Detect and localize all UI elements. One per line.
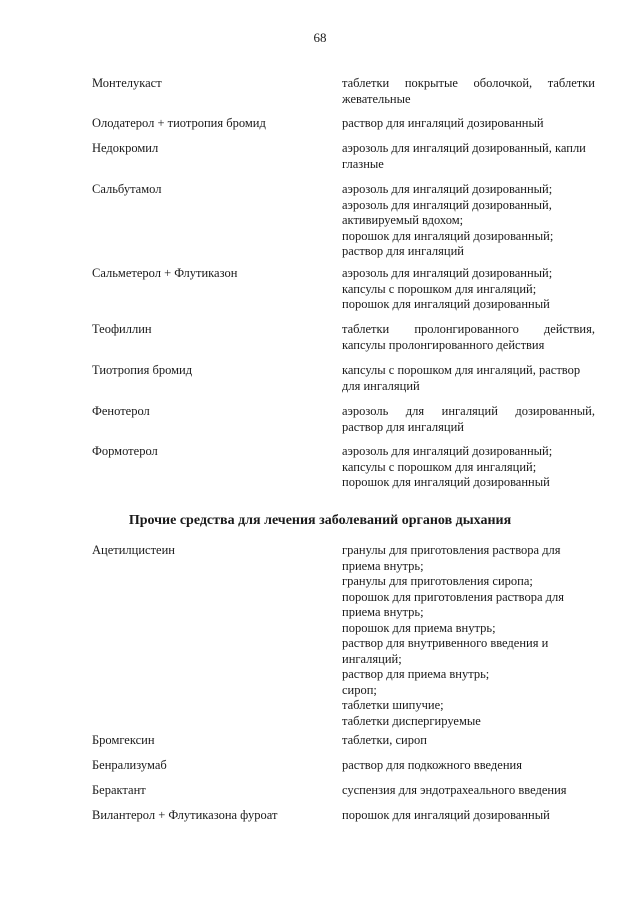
form-line: аэрозоль для ингаляций дозированный;	[342, 182, 553, 196]
form-line: капсулы с порошком для ингаляций, раствор	[342, 363, 581, 377]
drug-name: Сальметерол + Флутиказон	[92, 266, 238, 280]
form-line: таблетки, сироп	[342, 733, 427, 747]
drug-row-benralizumab	[92, 758, 595, 774]
form-line: аэрозоль для ингаляций дозированный,	[342, 197, 552, 212]
form-line: ингаляций;	[342, 651, 402, 666]
form-line: порошок для ингаляций дозированный;	[342, 228, 554, 243]
drug-name: Формотерол	[92, 444, 158, 458]
form-line: порошок для ингаляций дозированный	[342, 297, 550, 311]
form-line: жевательные	[342, 91, 411, 106]
form-line: таблетки шипучие;	[342, 698, 444, 712]
drug-forms	[342, 444, 595, 491]
drug-forms	[342, 783, 595, 799]
form-line: аэрозоль для ингаляций дозированный, капли	[342, 141, 586, 155]
drug-forms	[342, 363, 595, 394]
form-line: раствор для внутривенного введения и	[342, 636, 549, 650]
drug-row-acetylcysteine	[92, 543, 595, 729]
drug-forms	[342, 543, 595, 729]
drug-row-bromhexine	[92, 733, 595, 749]
form-line: приема внутрь;	[342, 605, 424, 619]
drug-name: Сальбутамол	[92, 182, 162, 196]
drug-forms	[342, 76, 595, 107]
drug-forms	[342, 266, 595, 313]
drug-forms	[342, 322, 595, 353]
section-heading: Прочие средства для лечения заболеваний органов дыхания	[128, 513, 512, 528]
form-line: порошок для ингаляций дозированный	[342, 475, 550, 489]
drug-row-tiotropium	[92, 363, 595, 394]
form-line: порошок для приема внутрь;	[342, 620, 496, 635]
form-line: гранулы для приготовления раствора для	[342, 543, 561, 557]
drug-row-formoterol	[92, 444, 595, 491]
drug-row-theophylline	[92, 322, 595, 353]
drug-row-olodaterol	[92, 116, 595, 132]
form-line: капсулы пролонгированного действия	[342, 337, 545, 352]
drug-row-montelukast	[92, 76, 595, 107]
form-line: таблетки диспергируемые	[342, 713, 481, 728]
form-line: порошок для приготовления раствора для	[342, 589, 564, 604]
form-line: сироп;	[342, 682, 377, 697]
drug-forms	[342, 808, 595, 824]
drug-row-nedocromil	[92, 141, 595, 172]
drug-name: Бенрализумаб	[92, 758, 167, 772]
drug-name: Олодатерол + тиотропия бромид	[92, 116, 266, 130]
form-line: таблетки покрытые оболочкой, таблетки	[342, 76, 595, 90]
drug-row-beractant	[92, 783, 595, 799]
form-line: активируемый вдохом;	[342, 213, 464, 227]
form-line: таблетки пролонгированного действия,	[342, 322, 595, 336]
form-line: капсулы с порошком для ингаляций;	[342, 459, 537, 474]
form-line: капсулы с порошком для ингаляций;	[342, 281, 537, 296]
drug-forms	[342, 733, 595, 749]
drug-row-fenoterol	[92, 404, 595, 435]
drug-name: Монтелукаст	[92, 76, 162, 90]
drug-forms	[342, 141, 595, 172]
form-line: раствор для приема внутрь;	[342, 667, 490, 681]
drug-forms	[342, 404, 595, 435]
drug-row-vilanterol	[92, 808, 595, 824]
drug-name: Вилантерол + Флутиказона фуроат	[92, 808, 278, 822]
form-line: раствор для ингаляций	[342, 244, 464, 258]
drug-name: Фенотерол	[92, 404, 150, 418]
form-line: гранулы для приготовления сиропа;	[342, 574, 533, 588]
form-line: аэрозоль для ингаляций дозированный,	[342, 404, 595, 418]
form-line: порошок для ингаляций дозированный	[342, 808, 550, 822]
drug-name: Бромгексин	[92, 733, 155, 747]
drug-row-salmeterol	[92, 266, 595, 313]
form-line: для ингаляций	[342, 378, 420, 393]
drug-forms	[342, 758, 595, 774]
form-line: приема внутрь;	[342, 558, 424, 573]
form-line: аэрозоль для ингаляций дозированный;	[342, 266, 553, 280]
form-line: суспензия для эндотрахеального введения	[342, 783, 567, 797]
form-line: раствор для подкожного введения	[342, 758, 522, 772]
form-line: глазные	[342, 156, 384, 171]
drug-name: Ацетилцистеин	[92, 543, 175, 557]
form-line: раствор для ингаляций	[342, 419, 464, 434]
form-line: раствор для ингаляций дозированный	[342, 116, 544, 130]
drug-name: Тиотропия бромид	[92, 363, 193, 377]
drug-name: Берактант	[92, 783, 146, 797]
drug-forms	[342, 182, 595, 260]
page-number: 68	[313, 30, 327, 45]
drug-forms	[342, 116, 595, 132]
form-line: аэрозоль для ингаляций дозированный;	[342, 444, 553, 458]
drug-name: Недокромил	[92, 141, 159, 155]
drug-row-salbutamol	[92, 182, 595, 260]
drug-name: Теофиллин	[92, 322, 152, 336]
